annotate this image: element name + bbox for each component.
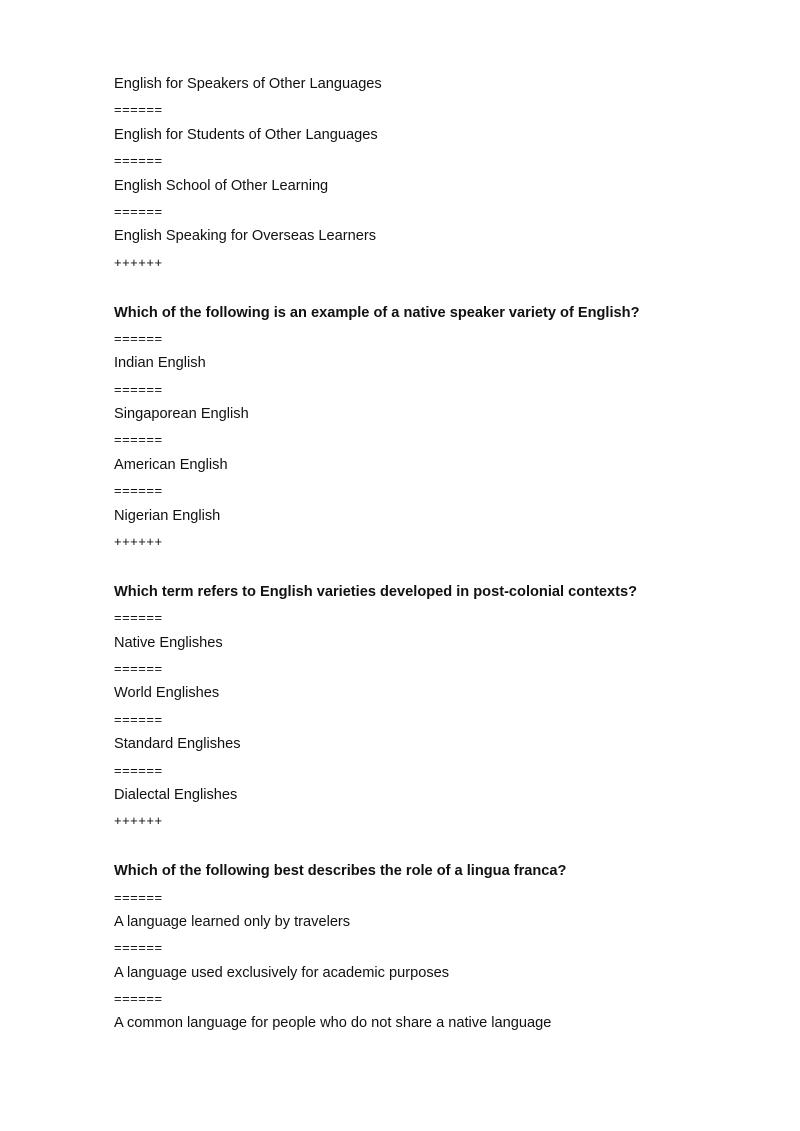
option-separator: ====== [114,102,163,118]
option-text: English Speaking for Overseas Learners [114,228,377,245]
option-text: A language learned only by travelers [114,913,351,930]
question-end-marker: ++++++ [114,534,163,550]
option-text: World Englishes [114,685,220,702]
question-text: Which term refers to English varieties developed in post-colonial contexts? [114,583,638,600]
option-text: Native Englishes [114,634,223,651]
option-text: English for Students of Other Languages [114,126,378,143]
option-separator: ====== [114,330,163,346]
question-end-marker: ++++++ [114,254,163,270]
option-separator: ====== [114,153,163,169]
option-separator: ====== [114,381,163,397]
option-text: A common language for people who do not share a native language [114,1015,552,1032]
option-text: Singaporean English [114,406,249,423]
option-separator: ====== [114,940,163,956]
option-separator: ====== [114,660,163,676]
option-separator: ====== [114,432,163,448]
option-text: American English [114,456,228,473]
document-page [114,72,760,1037]
option-separator: ====== [114,203,163,219]
option-separator: ====== [114,762,163,778]
option-separator: ====== [114,991,163,1007]
option-text: A language used exclusively for academic purposes [114,964,450,981]
option-separator: ====== [114,483,163,499]
option-text: Indian English [114,355,206,372]
option-text: Dialectal Englishes [114,786,238,803]
option-text: English for Speakers of Other Languages [114,76,382,92]
question-text: Which of the following best describes the role of a lingua franca? [114,863,567,880]
option-text: English School of Other Learning [114,177,329,194]
option-separator: ====== [114,610,163,626]
option-separator: ====== [114,889,163,905]
option-text: Nigerian English [114,507,221,524]
question-text: Which of the following is an example of a native speaker variety of English? [114,304,640,321]
option-separator: ====== [114,711,163,727]
option-text: Standard Englishes [114,736,241,753]
question-end-marker: ++++++ [114,813,163,829]
